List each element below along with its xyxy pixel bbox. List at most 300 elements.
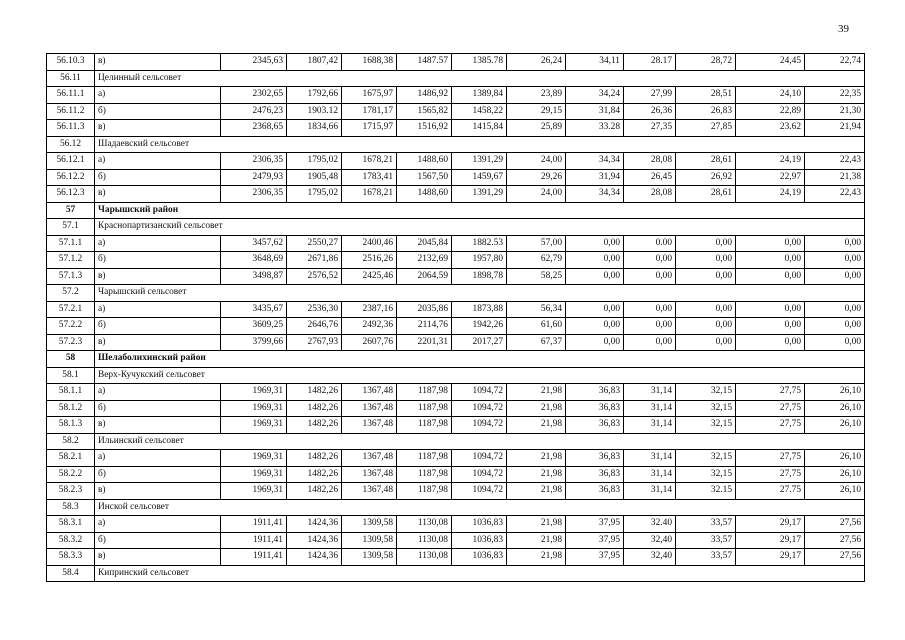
table-cell-value: 36,83 xyxy=(566,400,624,417)
table-cell-value: 1094,72 xyxy=(452,483,507,500)
table-cell-value: 32,15 xyxy=(676,400,736,417)
table-cell-value: 1385.78 xyxy=(452,54,507,71)
table-cell-value: 1036,83 xyxy=(452,516,507,533)
table-cell-value: 67,37 xyxy=(507,334,566,351)
table-cell-value: 28,61 xyxy=(676,186,736,203)
table-cell-value: 3799,66 xyxy=(221,334,287,351)
table-cell-value: 22,43 xyxy=(805,186,865,203)
settlement-title: Верх-Кучукский сельсовет xyxy=(95,367,865,384)
table-cell-value: 29,26 xyxy=(507,169,566,186)
settlement-header-row xyxy=(47,367,865,384)
table-cell-value: 1873,88 xyxy=(452,301,507,318)
table-cell-value: 1130,08 xyxy=(397,549,452,566)
table-cell-value: 27,35 xyxy=(624,120,676,137)
table-row xyxy=(47,334,865,351)
row-code: 58.1.1 xyxy=(47,384,95,401)
table-cell-value: 21,98 xyxy=(507,549,566,566)
row-code: 58.1.3 xyxy=(47,417,95,434)
table-cell-value: 1389,84 xyxy=(452,87,507,104)
row-code: 56.12.1 xyxy=(47,153,95,170)
table-cell-value: 21,30 xyxy=(805,103,865,120)
row-code: 58.2 xyxy=(47,433,95,450)
table-cell-value: 2368,65 xyxy=(221,120,287,137)
table-cell-value: 2492,36 xyxy=(342,318,397,335)
table-cell-value: 24,10 xyxy=(736,87,805,104)
row-code: 56.10.3 xyxy=(47,54,95,71)
table-cell-value: 37,95 xyxy=(566,549,624,566)
row-code: 57.1.1 xyxy=(47,235,95,252)
table-cell-value: 32.40 xyxy=(624,516,676,533)
settlement-title: Краснопартизанский сельсовет xyxy=(95,219,865,236)
table-cell-value: 2345,63 xyxy=(221,54,287,71)
table-cell-value: 34,34 xyxy=(566,186,624,203)
table-cell-value: 1482,26 xyxy=(287,417,342,434)
table-cell-value: 2550,27 xyxy=(287,235,342,252)
table-cell-value: 1094,72 xyxy=(452,384,507,401)
table-cell-value: 0,00 xyxy=(736,318,805,335)
table-cell-value: 2132,69 xyxy=(397,252,452,269)
table-cell-value: 24,19 xyxy=(736,153,805,170)
row-code: 57.2 xyxy=(47,285,95,302)
row-code: 58.2.2 xyxy=(47,466,95,483)
table-cell-value: 2017,27 xyxy=(452,334,507,351)
district-title: Чарышский район xyxy=(95,202,865,219)
settlement-title: Целинный сельсовет xyxy=(95,70,865,87)
row-variant-label: в) xyxy=(95,120,221,137)
table-cell-value: 0,00 xyxy=(676,318,736,335)
table-cell-value: 27,56 xyxy=(805,549,865,566)
table-cell-value: 1036,83 xyxy=(452,532,507,549)
table-cell-value: 1783,41 xyxy=(342,169,397,186)
settlement-title: Инской сельсовет xyxy=(95,499,865,516)
table-cell-value: 1905,48 xyxy=(287,169,342,186)
table-cell-value: 33,57 xyxy=(676,532,736,549)
table-cell-value: 0,00 xyxy=(736,334,805,351)
table-cell-value: 0,00 xyxy=(624,268,676,285)
table-cell-value: 1715,97 xyxy=(342,120,397,137)
table-cell-value: 26,10 xyxy=(805,466,865,483)
table-cell-value: 1969,31 xyxy=(221,384,287,401)
table-row xyxy=(47,417,865,434)
row-code: 56.12 xyxy=(47,136,95,153)
table-cell-value: 1424,36 xyxy=(287,516,342,533)
table-cell-value: 1678,21 xyxy=(342,186,397,203)
table-cell-value: 27,75 xyxy=(736,417,805,434)
table-cell-value: 56,34 xyxy=(507,301,566,318)
table-cell-value: 24,00 xyxy=(507,186,566,203)
table-cell-value: 36,83 xyxy=(566,483,624,500)
table-cell-value: 31,14 xyxy=(624,466,676,483)
table-cell-value: 2536,30 xyxy=(287,301,342,318)
tariff-table xyxy=(46,53,865,582)
table-cell-value: 21,98 xyxy=(507,400,566,417)
table-cell-value: 36,83 xyxy=(566,466,624,483)
table-cell-value: 1795,02 xyxy=(287,186,342,203)
table-cell-value: 57,00 xyxy=(507,235,566,252)
table-cell-value: 1911,41 xyxy=(221,532,287,549)
table-cell-value: 0,00 xyxy=(805,334,865,351)
table-row xyxy=(47,450,865,467)
table-cell-value: 1187,98 xyxy=(397,417,452,434)
table-cell-value: 2064,59 xyxy=(397,268,452,285)
table-cell-value: 36,83 xyxy=(566,450,624,467)
table-cell-value: 27,75 xyxy=(736,466,805,483)
table-cell-value: 26,10 xyxy=(805,450,865,467)
table-cell-value: 32.15 xyxy=(676,483,736,500)
table-cell-value: 23,89 xyxy=(507,87,566,104)
table-cell-value: 31,14 xyxy=(624,417,676,434)
settlement-header-row xyxy=(47,219,865,236)
table-cell-value: 24,19 xyxy=(736,186,805,203)
table-cell-value: 1391,29 xyxy=(452,153,507,170)
table-cell-value: 1367,48 xyxy=(342,400,397,417)
table-cell-value: 28,51 xyxy=(676,87,736,104)
table-cell-value: 2425,46 xyxy=(342,268,397,285)
table-cell-value: 1367,48 xyxy=(342,450,397,467)
table-cell-value: 27,56 xyxy=(805,532,865,549)
table-row xyxy=(47,466,865,483)
table-cell-value: 0,00 xyxy=(676,301,736,318)
table-cell-value: 31,94 xyxy=(566,169,624,186)
table-cell-value: 3648,69 xyxy=(221,252,287,269)
table-cell-value: 0,00 xyxy=(676,252,736,269)
settlement-title: Ильинский сельсовет xyxy=(95,433,865,450)
table-cell-value: 0,00 xyxy=(566,301,624,318)
table-cell-value: 1309,58 xyxy=(342,532,397,549)
table-cell-value: 31,14 xyxy=(624,400,676,417)
table-cell-value: 1903.12 xyxy=(287,103,342,120)
table-cell-value: 21,98 xyxy=(507,384,566,401)
row-variant-label: а) xyxy=(95,384,221,401)
table-cell-value: 0,00 xyxy=(566,268,624,285)
table-cell-value: 3498,87 xyxy=(221,268,287,285)
table-cell-value: 1130,08 xyxy=(397,532,452,549)
table-cell-value: 1969,31 xyxy=(221,417,287,434)
table-cell-value: 33.28 xyxy=(566,120,624,137)
table-cell-value: 36,83 xyxy=(566,417,624,434)
table-cell-value: 2302,65 xyxy=(221,87,287,104)
table-cell-value: 0,00 xyxy=(736,235,805,252)
table-row xyxy=(47,103,865,120)
table-cell-value: 27,75 xyxy=(736,400,805,417)
row-code: 58.3 xyxy=(47,499,95,516)
settlement-header-row xyxy=(47,70,865,87)
table-cell-value: 22,35 xyxy=(805,87,865,104)
table-cell-value: 2646,76 xyxy=(287,318,342,335)
row-variant-label: б) xyxy=(95,400,221,417)
table-cell-value: 21,38 xyxy=(805,169,865,186)
table-cell-value: 0,00 xyxy=(566,252,624,269)
table-row xyxy=(47,549,865,566)
table-cell-value: 1834,66 xyxy=(287,120,342,137)
table-cell-value: 26,10 xyxy=(805,384,865,401)
table-cell-value: 1391,29 xyxy=(452,186,507,203)
table-cell-value: 26,92 xyxy=(676,169,736,186)
row-variant-label: б) xyxy=(95,532,221,549)
table-cell-value: 58,25 xyxy=(507,268,566,285)
row-code: 58 xyxy=(47,351,95,368)
table-cell-value: 22,74 xyxy=(805,54,865,71)
table-cell-value: 21,94 xyxy=(805,120,865,137)
settlement-header-row xyxy=(47,433,865,450)
table-cell-value: 62,79 xyxy=(507,252,566,269)
table-cell-value: 1807,42 xyxy=(287,54,342,71)
table-cell-value: 34,24 xyxy=(566,87,624,104)
row-variant-label: в) xyxy=(95,334,221,351)
row-code: 56.11.3 xyxy=(47,120,95,137)
table-cell-value: 1567,50 xyxy=(397,169,452,186)
table-cell-value: 1482,26 xyxy=(287,466,342,483)
table-cell-value: 26,10 xyxy=(805,483,865,500)
table-cell-value: 1795,02 xyxy=(287,153,342,170)
row-code: 57.2.1 xyxy=(47,301,95,318)
table-cell-value: 25,89 xyxy=(507,120,566,137)
table-cell-value: 0,00 xyxy=(805,318,865,335)
table-cell-value: 29,15 xyxy=(507,103,566,120)
table-cell-value: 1367,48 xyxy=(342,466,397,483)
table-cell-value: 32,40 xyxy=(624,532,676,549)
row-code: 56.11.1 xyxy=(47,87,95,104)
table-cell-value: 0,00 xyxy=(736,252,805,269)
table-cell-value: 1565,82 xyxy=(397,103,452,120)
table-cell-value: 0,00 xyxy=(805,252,865,269)
table-cell-value: 26,45 xyxy=(624,169,676,186)
table-cell-value: 27,99 xyxy=(624,87,676,104)
row-variant-label: в) xyxy=(95,54,221,71)
table-cell-value: 1675,97 xyxy=(342,87,397,104)
table-cell-value: 0,00 xyxy=(624,334,676,351)
table-cell-value: 0,00 xyxy=(805,268,865,285)
row-variant-label: в) xyxy=(95,483,221,500)
table-cell-value: 1458,22 xyxy=(452,103,507,120)
table-cell-value: 33,57 xyxy=(676,516,736,533)
table-cell-value: 1688,38 xyxy=(342,54,397,71)
table-cell-value: 2767,93 xyxy=(287,334,342,351)
table-cell-value: 0,00 xyxy=(676,334,736,351)
settlement-header-row xyxy=(47,565,865,582)
table-cell-value: 31,14 xyxy=(624,483,676,500)
settlement-header-row xyxy=(47,285,865,302)
table-cell-value: 1882.53 xyxy=(452,235,507,252)
table-cell-value: 3435,67 xyxy=(221,301,287,318)
table-cell-value: 2387,16 xyxy=(342,301,397,318)
table-cell-value: 2045,84 xyxy=(397,235,452,252)
row-variant-label: а) xyxy=(95,235,221,252)
table-cell-value: 1424,36 xyxy=(287,532,342,549)
table-cell-value: 2479,93 xyxy=(221,169,287,186)
table-row xyxy=(47,54,865,71)
row-variant-label: в) xyxy=(95,268,221,285)
table-row xyxy=(47,483,865,500)
table-cell-value: 0,00 xyxy=(566,235,624,252)
table-cell-value: 2476,23 xyxy=(221,103,287,120)
table-cell-value: 27,75 xyxy=(736,450,805,467)
table-cell-value: 1094,72 xyxy=(452,417,507,434)
row-variant-label: в) xyxy=(95,417,221,434)
row-variant-label: а) xyxy=(95,450,221,467)
table-cell-value: 1482,26 xyxy=(287,450,342,467)
table-cell-value: 1969,31 xyxy=(221,450,287,467)
table-cell-value: 28,72 xyxy=(676,54,736,71)
row-code: 58.3.3 xyxy=(47,549,95,566)
table-row xyxy=(47,120,865,137)
table-cell-value: 21,98 xyxy=(507,532,566,549)
table-cell-value: 0,00 xyxy=(676,235,736,252)
table-cell-value: 2306,35 xyxy=(221,186,287,203)
table-row xyxy=(47,235,865,252)
table-row xyxy=(47,169,865,186)
row-variant-label: а) xyxy=(95,516,221,533)
table-cell-value: 27,85 xyxy=(676,120,736,137)
table-cell-value: 1094,72 xyxy=(452,466,507,483)
row-code: 57.1.2 xyxy=(47,252,95,269)
table-cell-value: 26,10 xyxy=(805,417,865,434)
table-cell-value: 1516,92 xyxy=(397,120,452,137)
table-cell-value: 1424,36 xyxy=(287,549,342,566)
table-cell-value: 1488,60 xyxy=(397,186,452,203)
settlement-header-row xyxy=(47,499,865,516)
table-cell-value: 0,00 xyxy=(566,334,624,351)
table-cell-value: 27.75 xyxy=(736,483,805,500)
row-variant-label: в) xyxy=(95,186,221,203)
row-code: 58.1.2 xyxy=(47,400,95,417)
row-variant-label: б) xyxy=(95,318,221,335)
table-cell-value: 21,98 xyxy=(507,483,566,500)
table-row xyxy=(47,532,865,549)
table-cell-value: 1486,92 xyxy=(397,87,452,104)
table-row xyxy=(47,318,865,335)
table-cell-value: 22,89 xyxy=(736,103,805,120)
table-cell-value: 31,84 xyxy=(566,103,624,120)
row-code: 56.12.2 xyxy=(47,169,95,186)
table-cell-value: 32,15 xyxy=(676,450,736,467)
table-cell-value: 1482,26 xyxy=(287,384,342,401)
table-cell-value: 1309,58 xyxy=(342,516,397,533)
row-code: 57.1 xyxy=(47,219,95,236)
table-cell-value: 22,43 xyxy=(805,153,865,170)
table-cell-value: 1367,48 xyxy=(342,384,397,401)
table-cell-value: 26,24 xyxy=(507,54,566,71)
row-code: 58.1 xyxy=(47,367,95,384)
table-row xyxy=(47,516,865,533)
table-cell-value: 34,11 xyxy=(566,54,624,71)
table-cell-value: 1942,26 xyxy=(452,318,507,335)
table-cell-value: 2671,86 xyxy=(287,252,342,269)
row-variant-label: а) xyxy=(95,301,221,318)
table-cell-value: 2400,46 xyxy=(342,235,397,252)
table-cell-value: 1459,67 xyxy=(452,169,507,186)
table-cell-value: 2306,35 xyxy=(221,153,287,170)
page-number: 39 xyxy=(838,23,849,35)
table-cell-value: 21,98 xyxy=(507,417,566,434)
table-cell-value: 1187,98 xyxy=(397,466,452,483)
table-cell-value: 3609,25 xyxy=(221,318,287,335)
table-cell-value: 2035,86 xyxy=(397,301,452,318)
table-row xyxy=(47,153,865,170)
table-row xyxy=(47,186,865,203)
table-cell-value: 28,08 xyxy=(624,186,676,203)
table-cell-value: 29,17 xyxy=(736,532,805,549)
table-cell-value: 28,61 xyxy=(676,153,736,170)
table-cell-value: 1187,98 xyxy=(397,384,452,401)
table-cell-value: 1309,58 xyxy=(342,549,397,566)
table-row xyxy=(47,384,865,401)
table-cell-value: 31,14 xyxy=(624,384,676,401)
table-cell-value: 31,14 xyxy=(624,450,676,467)
table-cell-value: 2516,26 xyxy=(342,252,397,269)
district-header-row xyxy=(47,202,865,219)
table-cell-value: 0,00 xyxy=(805,301,865,318)
row-variant-label: б) xyxy=(95,103,221,120)
row-code: 56.11.2 xyxy=(47,103,95,120)
table-cell-value: 23.62 xyxy=(736,120,805,137)
table-cell-value: 1415,84 xyxy=(452,120,507,137)
table-cell-value: 1187,98 xyxy=(397,450,452,467)
table-cell-value: 26,10 xyxy=(805,400,865,417)
table-cell-value: 3457,62 xyxy=(221,235,287,252)
table-cell-value: 33,57 xyxy=(676,549,736,566)
table-cell-value: 2576,52 xyxy=(287,268,342,285)
table-cell-value: 32,40 xyxy=(624,549,676,566)
table-cell-value: 1969,31 xyxy=(221,466,287,483)
table-cell-value: 28,08 xyxy=(624,153,676,170)
table-cell-value: 32,15 xyxy=(676,417,736,434)
table-cell-value: 36,83 xyxy=(566,384,624,401)
table-cell-value: 1487.57 xyxy=(397,54,452,71)
row-variant-label: а) xyxy=(95,153,221,170)
row-code: 57.2.2 xyxy=(47,318,95,335)
table-cell-value: 1678,21 xyxy=(342,153,397,170)
table-cell-value: 32,15 xyxy=(676,384,736,401)
district-header-row xyxy=(47,351,865,368)
table-cell-value: 1781,17 xyxy=(342,103,397,120)
row-code: 58.3.2 xyxy=(47,532,95,549)
table-cell-value: 1898,78 xyxy=(452,268,507,285)
table-cell-value: 21,98 xyxy=(507,450,566,467)
table-cell-value: 1957,80 xyxy=(452,252,507,269)
table-cell-value: 1367,48 xyxy=(342,417,397,434)
table-cell-value: 1367,48 xyxy=(342,483,397,500)
table-cell-value: 29,17 xyxy=(736,549,805,566)
row-code: 56.12.3 xyxy=(47,186,95,203)
table-row xyxy=(47,301,865,318)
table-cell-value: 21,98 xyxy=(507,516,566,533)
settlement-header-row xyxy=(47,136,865,153)
table-cell-value: 27,56 xyxy=(805,516,865,533)
table-cell-value: 1482,26 xyxy=(287,483,342,500)
table-cell-value: 0,00 xyxy=(566,318,624,335)
table-cell-value: 1187,98 xyxy=(397,400,452,417)
table-row xyxy=(47,400,865,417)
table-row xyxy=(47,252,865,269)
table-cell-value: 0,00 xyxy=(736,301,805,318)
table-cell-value: 37,95 xyxy=(566,532,624,549)
table-cell-value: 37,95 xyxy=(566,516,624,533)
row-code: 58.4 xyxy=(47,565,95,582)
row-variant-label: б) xyxy=(95,169,221,186)
table-cell-value: 0,00 xyxy=(624,252,676,269)
row-code: 58.3.1 xyxy=(47,516,95,533)
table-body xyxy=(47,54,865,582)
table-cell-value: 1488,60 xyxy=(397,153,452,170)
row-code: 57.1.3 xyxy=(47,268,95,285)
row-code: 56.11 xyxy=(47,70,95,87)
table-cell-value: 1094,72 xyxy=(452,450,507,467)
row-variant-label: в) xyxy=(95,549,221,566)
table-cell-value: 22,97 xyxy=(736,169,805,186)
table-cell-value: 1130,08 xyxy=(397,516,452,533)
table-cell-value: 0,00 xyxy=(624,318,676,335)
